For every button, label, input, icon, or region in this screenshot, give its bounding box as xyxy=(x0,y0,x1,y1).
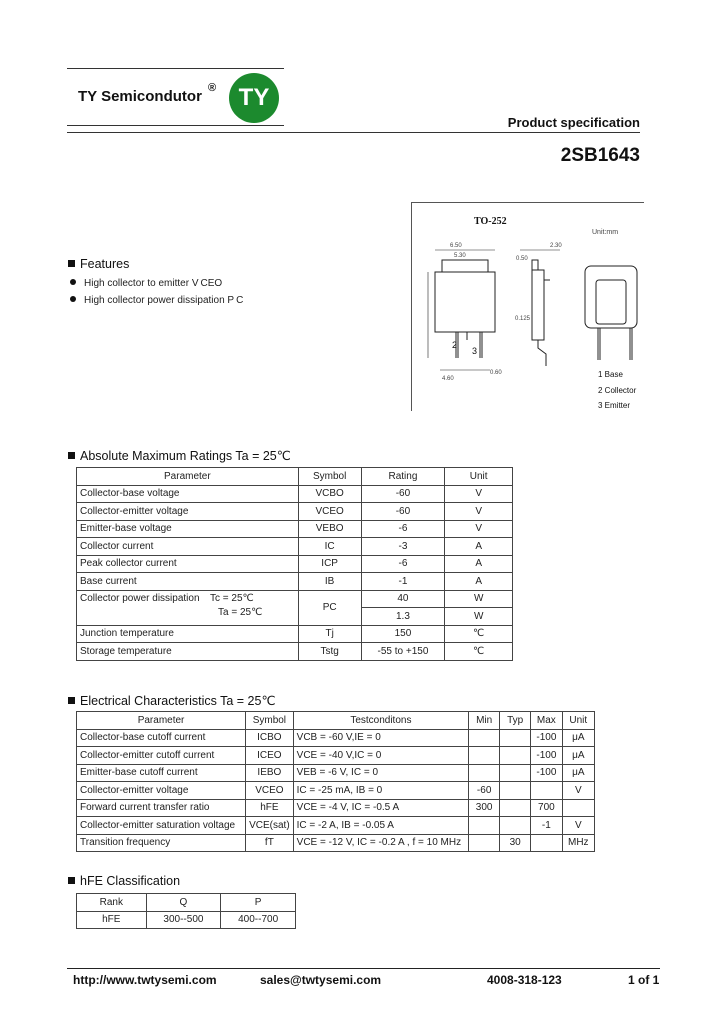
table-cell: μA xyxy=(562,747,594,765)
features-heading: Features xyxy=(68,257,129,271)
doc-type: Product specification xyxy=(507,115,640,130)
table-cell: ICP xyxy=(298,555,361,573)
table-cell: Emitter-base cutoff current xyxy=(77,764,246,782)
table-header-row xyxy=(77,894,296,912)
table-cell: ℃ xyxy=(445,643,513,661)
table-cell: 700 xyxy=(531,799,562,817)
abs-max-heading: Absolute Maximum Ratings Ta = 25℃ xyxy=(68,448,291,463)
table-header-cell: Testconditons xyxy=(293,712,468,730)
table-cell: V xyxy=(562,817,594,835)
footer-website[interactable]: http://www.twtysemi.com xyxy=(73,973,217,987)
table-cell: MHz xyxy=(562,834,594,852)
abs-max-table xyxy=(76,467,513,661)
table-cell: ℃ xyxy=(445,625,513,643)
table-header-cell: Typ xyxy=(500,712,531,730)
table-cell: -6 xyxy=(361,520,445,538)
table-header-cell: Parameter xyxy=(77,468,299,486)
square-bullet-icon xyxy=(68,260,75,267)
elec-char-heading: Electrical Characteristics Ta = 25℃ xyxy=(68,693,275,708)
square-bullet-icon xyxy=(68,452,75,459)
table-header-cell: Max xyxy=(531,712,562,730)
table-cell: -60 xyxy=(469,782,500,800)
table-cell: Tstg xyxy=(298,643,361,661)
table-cell: ICBO xyxy=(246,729,294,747)
table-cell: VCE(sat) xyxy=(246,817,294,835)
elec-char-table xyxy=(76,711,595,852)
table-cell: Junction temperature xyxy=(77,625,299,643)
table-cell: PC xyxy=(298,590,361,625)
table-cell xyxy=(469,747,500,765)
table-cell: VEB = -6 V, IC = 0 xyxy=(293,764,468,782)
header-mid-rule xyxy=(67,125,284,126)
table-cell xyxy=(469,834,500,852)
table-cell: Collector-base voltage xyxy=(77,485,299,503)
table-header-cell: Parameter xyxy=(77,712,246,730)
package-name: TO-252 xyxy=(474,216,507,227)
package-unit: Unit:mm xyxy=(592,229,619,236)
svg-text:0.60: 0.60 xyxy=(490,370,502,376)
company-name: TY Semicondutor xyxy=(78,88,202,105)
table-cell: 30 xyxy=(500,834,531,852)
table-row xyxy=(77,485,513,503)
registered-mark: ® xyxy=(208,82,217,94)
table-cell: μA xyxy=(562,764,594,782)
table-cell: Base current xyxy=(77,573,299,591)
table-cell: V xyxy=(445,520,513,538)
table-row xyxy=(77,799,595,817)
table-cell: hFE xyxy=(246,799,294,817)
feature-item: High collector power dissipation P C xyxy=(70,295,243,306)
table-cell: Collector-emitter voltage xyxy=(77,782,246,800)
table-cell: IB xyxy=(298,573,361,591)
table-cell: μA xyxy=(562,729,594,747)
table-row xyxy=(77,643,513,661)
table-cell: 150 xyxy=(361,625,445,643)
table-cell: -60 xyxy=(361,485,445,503)
table-cell xyxy=(500,764,531,782)
table-row xyxy=(77,782,595,800)
table-row xyxy=(77,555,513,573)
table-cell: W xyxy=(445,590,513,608)
table-header-row xyxy=(77,468,513,486)
table-cell: 300 xyxy=(469,799,500,817)
bullet-dot-icon xyxy=(70,279,76,285)
table-row xyxy=(77,573,513,591)
header-bottom-rule xyxy=(67,132,640,133)
table-cell xyxy=(500,817,531,835)
table-cell xyxy=(500,782,531,800)
table-cell: V xyxy=(562,782,594,800)
table-cell: -60 xyxy=(361,503,445,521)
table-cell: 40 xyxy=(361,590,445,608)
table-row xyxy=(77,834,595,852)
table-cell: Peak collector current xyxy=(77,555,299,573)
pin-legend xyxy=(598,367,636,414)
table-cell: W xyxy=(445,608,513,626)
table-row xyxy=(77,625,513,643)
table-cell: Transition frequency xyxy=(77,834,246,852)
table-cell: -1 xyxy=(361,573,445,591)
footer-rule xyxy=(67,968,660,969)
pin-legend-item: 2 Collector xyxy=(598,385,637,395)
table-cell: VEBO xyxy=(298,520,361,538)
table-row xyxy=(77,764,595,782)
table-cell: A xyxy=(445,538,513,556)
header-top-rule xyxy=(67,68,284,69)
table-header-cell: Q xyxy=(146,894,221,912)
table-row xyxy=(77,503,513,521)
table-header-row xyxy=(77,712,595,730)
footer-page-number: 1 of 1 xyxy=(628,973,660,987)
table-header-cell: Symbol xyxy=(298,468,361,486)
table-cell: -6 xyxy=(361,555,445,573)
table-cell: hFE xyxy=(77,911,147,929)
footer-email[interactable]: sales@twtysemi.com xyxy=(260,973,382,987)
table-cell xyxy=(500,747,531,765)
table-cell: -100 xyxy=(531,729,562,747)
pin-mark-2: 2 xyxy=(452,340,458,350)
table-cell: -3 xyxy=(361,538,445,556)
svg-text:4.60: 4.60 xyxy=(442,376,454,382)
table-cell: Collector-base cutoff current xyxy=(77,729,246,747)
table-cell: V xyxy=(445,485,513,503)
table-cell: Tj xyxy=(298,625,361,643)
table-row xyxy=(77,590,513,608)
table-cell: Collector-emitter saturation voltage xyxy=(77,817,246,835)
svg-text:0.50: 0.50 xyxy=(516,256,528,262)
table-cell: IEBO xyxy=(246,764,294,782)
table-header-cell: Symbol xyxy=(246,712,294,730)
part-number: 2SB1643 xyxy=(560,145,640,166)
table-header-cell: Unit xyxy=(445,468,513,486)
table-cell: Collector current xyxy=(77,538,299,556)
bullet-dot-icon xyxy=(70,296,76,302)
table-row xyxy=(77,520,513,538)
table-cell: -55 to +150 xyxy=(361,643,445,661)
table-cell: 1.3 xyxy=(361,608,445,626)
svg-text:2.30: 2.30 xyxy=(550,243,562,249)
table-header-cell: Unit xyxy=(562,712,594,730)
table-cell: IC xyxy=(298,538,361,556)
table-header-cell: Rank xyxy=(77,894,147,912)
table-cell: Storage temperature xyxy=(77,643,299,661)
table-cell xyxy=(469,764,500,782)
table-row xyxy=(77,747,595,765)
table-cell: ICEO xyxy=(246,747,294,765)
square-bullet-icon xyxy=(68,877,75,884)
pin-legend-item: 1 Base xyxy=(598,370,623,379)
table-row xyxy=(77,729,595,747)
table-cell: VCEO xyxy=(246,782,294,800)
table-cell xyxy=(562,799,594,817)
table-cell: V xyxy=(445,503,513,521)
table-cell: -1 xyxy=(531,817,562,835)
pin-legend-item: 3 Emitter xyxy=(598,401,631,410)
table-cell xyxy=(531,782,562,800)
hfe-table xyxy=(76,893,296,929)
table-row xyxy=(77,817,595,835)
company-logo: TY xyxy=(229,73,279,123)
svg-text:5.30: 5.30 xyxy=(454,253,466,259)
table-cell: 300--500 xyxy=(146,911,221,929)
table-cell: 400--700 xyxy=(221,911,296,929)
table-cell xyxy=(531,834,562,852)
table-cell: VCB = -60 V,IE = 0 xyxy=(293,729,468,747)
table-header-cell: Rating xyxy=(361,468,445,486)
table-cell: VCBO xyxy=(298,485,361,503)
hfe-heading: hFE Classification xyxy=(68,874,180,888)
table-row xyxy=(77,538,513,556)
table-header-cell: Min xyxy=(469,712,500,730)
table-cell xyxy=(469,817,500,835)
table-row xyxy=(77,911,296,929)
table-cell xyxy=(500,729,531,747)
pin-mark-3: 3 xyxy=(472,346,478,356)
table-cell: VCE = -40 V,IC = 0 xyxy=(293,747,468,765)
table-cell: -100 xyxy=(531,764,562,782)
table-cell: IC = -25 mA, IB = 0 xyxy=(293,782,468,800)
square-bullet-icon xyxy=(68,697,75,704)
table-cell: IC = -2 A, IB = -0.05 A xyxy=(293,817,468,835)
table-cell: -100 xyxy=(531,747,562,765)
table-cell: Forward current transfer ratio xyxy=(77,799,246,817)
table-cell: VCE = -4 V, IC = -0.5 A xyxy=(293,799,468,817)
table-cell: Collector-emitter voltage xyxy=(77,503,299,521)
table-cell xyxy=(469,729,500,747)
table-cell: Collector-emitter cutoff current xyxy=(77,747,246,765)
table-cell: A xyxy=(445,555,513,573)
table-cell: A xyxy=(445,573,513,591)
table-cell: Collector power dissipation Tc = 25℃ Ta = 25℃ xyxy=(77,590,299,625)
table-cell xyxy=(500,799,531,817)
svg-text:0.125: 0.125 xyxy=(515,316,531,322)
svg-text:6.50: 6.50 xyxy=(450,243,462,249)
table-cell: Emitter-base voltage xyxy=(77,520,299,538)
table-cell: VCEO xyxy=(298,503,361,521)
table-cell: fT xyxy=(246,834,294,852)
footer-phone: 4008-318-123 xyxy=(487,973,562,987)
feature-item: High collector to emitter V CEO xyxy=(70,278,222,289)
table-header-cell: P xyxy=(221,894,296,912)
table-cell: VCE = -12 V, IC = -0.2 A , f = 10 MHz xyxy=(293,834,468,852)
